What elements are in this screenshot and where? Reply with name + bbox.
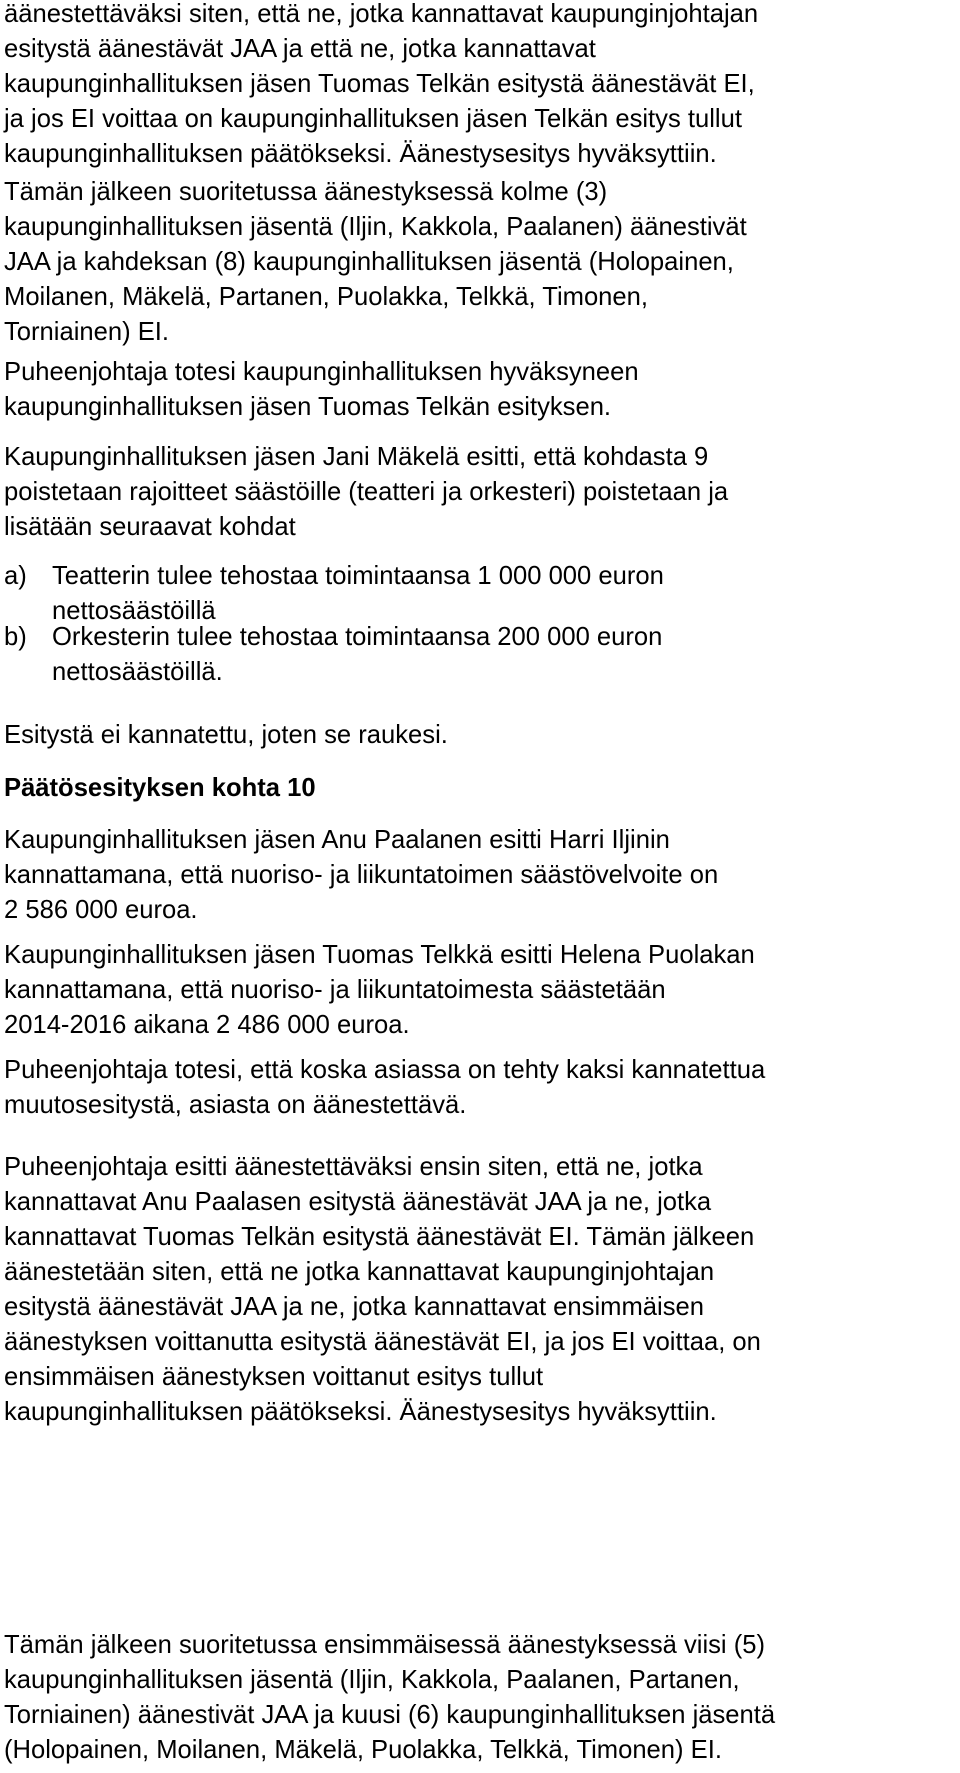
paragraph-makela-proposal [4, 440, 956, 545]
text-line: äänestetään siten, että ne jotka kannattavat kaupunginjohtajan [4, 1258, 715, 1286]
text-line: kannattavat Tuomas Telkän esitystä äänestävät EI. Tämän jälkeen [4, 1223, 755, 1251]
list-marker: b) [4, 623, 27, 651]
text-line: esitystä äänestävät JAA ja että ne, jotka kannattavat [4, 35, 596, 63]
text-line: muutosesitystä, asiasta on äänestettävä. [4, 1091, 467, 1119]
text-line: äänestyksen voittanutta esitystä äänestävät EI, ja jos EI voittaa, on [4, 1328, 761, 1356]
paragraph-chair-statement-2 [4, 1053, 956, 1123]
text-line: Esitystä ei kannatettu, joten se raukesi. [4, 721, 448, 749]
text-line: Kaupunginhallituksen jäsen Tuomas Telkkä esitti Helena Puolakan [4, 941, 755, 969]
text-line: kaupunginhallituksen jäsentä (Iljin, Kakkola, Paalanen) äänestivät [4, 213, 747, 241]
text-line: JAA ja kahdeksan (8) kaupunginhallituksen jäsentä (Holopainen, [4, 248, 734, 276]
text-line: kaupunginhallituksen jäsen Tuomas Telkän esitystä äänestävät EI, [4, 70, 755, 98]
text-line: kaupunginhallituksen jäsen Tuomas Telkän esityksen. [4, 393, 612, 421]
text-line: kaupunginhallituksen päätökseksi. Äänestysesitys hyväksyttiin. [4, 1398, 717, 1426]
heading-text: Päätösesityksen kohta 10 [4, 774, 316, 802]
paragraph-chair-statement-1 [4, 355, 956, 425]
list-marker: a) [4, 562, 27, 590]
text-line: kannattamana, että nuoriso- ja liikuntatoimen säästövelvoite on [4, 861, 719, 889]
paragraph-voting-procedure [4, 1150, 956, 1430]
text-line: kannattavat Anu Paalasen esitystä äänestävät JAA ja ne, jotka [4, 1188, 712, 1216]
text-line: Torniainen) EI. [4, 318, 170, 346]
text-line: lisätään seuraavat kohdat [4, 513, 296, 541]
paragraph-not-seconded [4, 718, 956, 753]
text-line: Orkesterin tulee tehostaa toimintaansa 200 000 euron [52, 623, 663, 651]
text-line: Puheenjohtaja esitti äänestettäväksi ensin siten, että ne, jotka [4, 1153, 703, 1181]
text-line: kannattamana, että nuoriso- ja liikuntatoimesta säästetään [4, 976, 666, 1004]
paragraph-vote-result-2 [4, 1628, 956, 1768]
list-item-a [4, 559, 956, 629]
list-item-text [52, 620, 662, 690]
text-line: Tämän jälkeen suoritetussa ensimmäisessä äänestyksessä viisi (5) [4, 1631, 766, 1659]
text-line: 2014-2016 aikana 2 486 000 euroa. [4, 1011, 410, 1039]
text-line: Torniainen) äänestivät JAA ja kuusi (6) kaupunginhallituksen jäsentä [4, 1701, 776, 1729]
text-line: esitystä äänestävät JAA ja ne, jotka kannattavat ensimmäisen [4, 1293, 704, 1321]
paragraph-vote-result-1 [4, 175, 956, 350]
text-line: äänestettäväksi siten, että ne, jotka kannattavat kaupunginjohtajan [4, 0, 759, 28]
text-line: Puheenjohtaja totesi kaupunginhallituksen hyväksyneen [4, 358, 639, 386]
paragraph-telkka-proposal [4, 938, 956, 1043]
paragraph-paalanen-proposal [4, 823, 956, 928]
text-line: kaupunginhallituksen jäsentä (Iljin, Kakkola, Paalanen, Partanen, [4, 1666, 740, 1694]
list-item-b [4, 620, 956, 690]
list-item-text [52, 559, 664, 629]
text-line: ensimmäisen äänestyksen voittanut esitys tullut [4, 1363, 544, 1391]
text-line: poistetaan rajoitteet säästöille (teatteri ja orkesteri) poistetaan ja [4, 478, 729, 506]
text-line: ja jos EI voittaa on kaupunginhallituksen jäsen Telkän esitys tullut [4, 105, 742, 133]
text-line: nettosäästöillä [52, 597, 216, 625]
text-line: 2 586 000 euroa. [4, 896, 198, 924]
text-line: Teatterin tulee tehostaa toimintaansa 1 000 000 euron [52, 562, 664, 590]
text-line: Moilanen, Mäkelä, Partanen, Puolakka, Telkkä, Timonen, [4, 283, 648, 311]
text-line: Kaupunginhallituksen jäsen Anu Paalanen esitti Harri Iljinin [4, 826, 670, 854]
text-line: nettosäästöillä. [52, 658, 223, 686]
text-line: Kaupunginhallituksen jäsen Jani Mäkelä esitti, että kohdasta 9 [4, 443, 709, 471]
section-heading [4, 771, 956, 806]
text-line: (Holopainen, Moilanen, Mäkelä, Puolakka, Telkkä, Timonen) EI. [4, 1736, 722, 1764]
paragraph-voting-proposal-continuation [4, 0, 956, 172]
text-line: Tämän jälkeen suoritetussa äänestyksessä kolme (3) [4, 178, 608, 206]
text-line: Puheenjohtaja totesi, että koska asiassa on tehty kaksi kannatettua [4, 1056, 766, 1084]
text-line: kaupunginhallituksen päätökseksi. Äänestysesitys hyväksyttiin. [4, 140, 717, 168]
